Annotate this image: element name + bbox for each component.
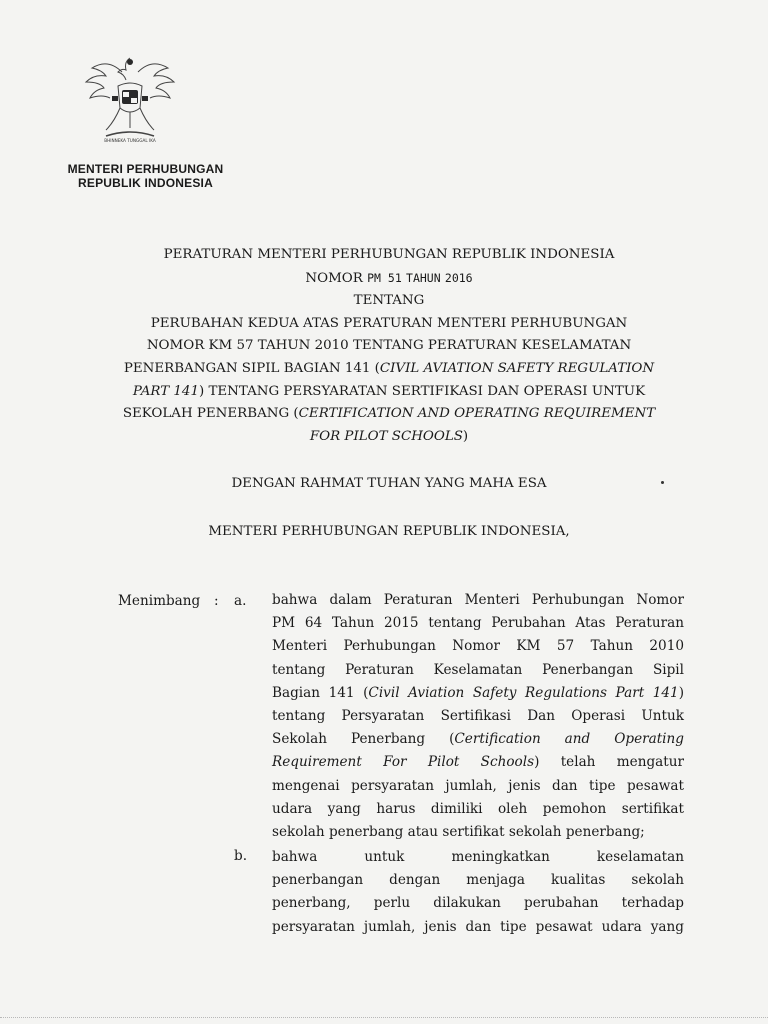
subject-line6-italic: FOR PILOT SCHOOLS	[309, 428, 463, 444]
subject-line6	[60, 426, 718, 449]
item-a-line: PM 64 Tahun 2015 tentang Perubahan Atas Peraturan	[272, 615, 684, 632]
item-a-italic: Certification and Operating	[454, 731, 684, 748]
tahun-value: 2016	[444, 270, 473, 285]
item-a-line: Menteri Perhubungan Nomor KM 57 Tahun 2010	[272, 638, 684, 655]
subject-line5-text: SEKOLAH PENERBANG (	[122, 406, 299, 422]
item-a-line	[272, 751, 684, 774]
subject-line2: NOMOR KM 57 TAHUN 2010 TENTANG PERATURAN KESELAMATAN	[146, 338, 632, 354]
item-a-line: udara yang harus dimiliki oleh pemohon sertifikat	[272, 800, 684, 817]
tahun-label: TAHUN	[406, 270, 441, 285]
subject-line3	[60, 358, 718, 381]
title-line1: PERATURAN MENTERI PERHUBUNGAN REPUBLIK INDONESIA	[163, 247, 615, 262]
item-a-line: mengenai persyaratan jumlah, jenis dan tipe pesawat	[272, 777, 684, 794]
subject-line3-text: PENERBANGAN SIPIL BAGIAN 141 (	[123, 360, 380, 376]
subject-line5	[60, 403, 718, 426]
nomor-value: PM 51	[367, 270, 402, 285]
subject-line3-italic: CIVIL AVIATION SAFETY REGULATION	[379, 360, 655, 376]
tentang-heading: TENTANG	[353, 293, 425, 309]
subject-line4	[60, 381, 718, 404]
scan-speck	[661, 481, 664, 484]
item-a-paragraph	[272, 589, 684, 844]
garuda-emblem-icon	[78, 50, 182, 154]
nomor-label: NOMOR	[305, 270, 363, 286]
item-a-line: tentang Persyaratan Sertifikasi Dan Operasi Untuk	[272, 708, 684, 725]
subject-line4-text: ) TENTANG PERSYARATAN SERTIFIKASI DAN OPERASI UNTUK	[198, 383, 646, 399]
invocation: DENGAN RAHMAT TUHAN YANG MAHA ESA	[231, 476, 547, 491]
subject-line6-text: )	[462, 428, 469, 444]
item-a-line	[272, 728, 684, 751]
item-a-text: Sekolah Penerbang (	[272, 731, 455, 748]
item-a-line	[272, 682, 684, 705]
subject-line5-italic: CERTIFICATION AND OPERATING REQUIREMENT	[298, 406, 656, 422]
ministry-line2: REPUBLIK INDONESIA	[78, 176, 213, 190]
item-b-letter: b.	[234, 848, 248, 864]
ministry-header	[58, 162, 233, 190]
regulation-title	[60, 244, 718, 448]
item-a-line: bahwa dalam Peraturan Menteri Perhubungan Nomor	[272, 592, 684, 608]
item-a-letter: a.	[234, 593, 247, 609]
item-b-line: penerbang, perlu dilakukan perubahan terhadap	[272, 895, 684, 912]
item-a-line: sekolah penerbang atau sertifikat sekolah penerbang;	[272, 824, 645, 841]
item-a-text: ) telah mengatur	[534, 754, 684, 771]
item-b-line: penerbangan dengan menjaga kualitas sekolah	[272, 872, 684, 889]
considering-colon: :	[214, 593, 219, 609]
title-number	[60, 267, 718, 291]
item-a-line: tentang Peraturan Keselamatan Penerbangan Sipil	[272, 661, 684, 678]
subject-line4-italic: PART 141	[132, 383, 199, 399]
item-a-text: Bagian 141 (	[272, 684, 369, 701]
item-b-line: bahwa untuk meningkatkan keselamatan	[272, 849, 684, 865]
svg-text:BHINNEKA TUNGGAL IKA: BHINNEKA TUNGGAL IKA	[104, 138, 156, 143]
scan-edge	[0, 1017, 768, 1019]
considering-label: Menimbang	[118, 593, 201, 609]
item-a-italic: Civil Aviation Safety Regulations Part 141	[368, 684, 679, 701]
item-a-text: )	[678, 684, 684, 701]
minister-heading: MENTERI PERHUBUNGAN REPUBLIK INDONESIA,	[208, 524, 570, 539]
ministry-line1: MENTERI PERHUBUNGAN	[67, 162, 224, 176]
item-b-paragraph	[272, 846, 684, 939]
subject-line1: PERUBAHAN KEDUA ATAS PERATURAN MENTERI PERHUBUNGAN	[150, 315, 628, 331]
item-a-italic: Requirement For Pilot Schools	[272, 754, 535, 771]
item-b-line: persyaratan jumlah, jenis dan tipe pesawat udara yang	[272, 918, 684, 935]
